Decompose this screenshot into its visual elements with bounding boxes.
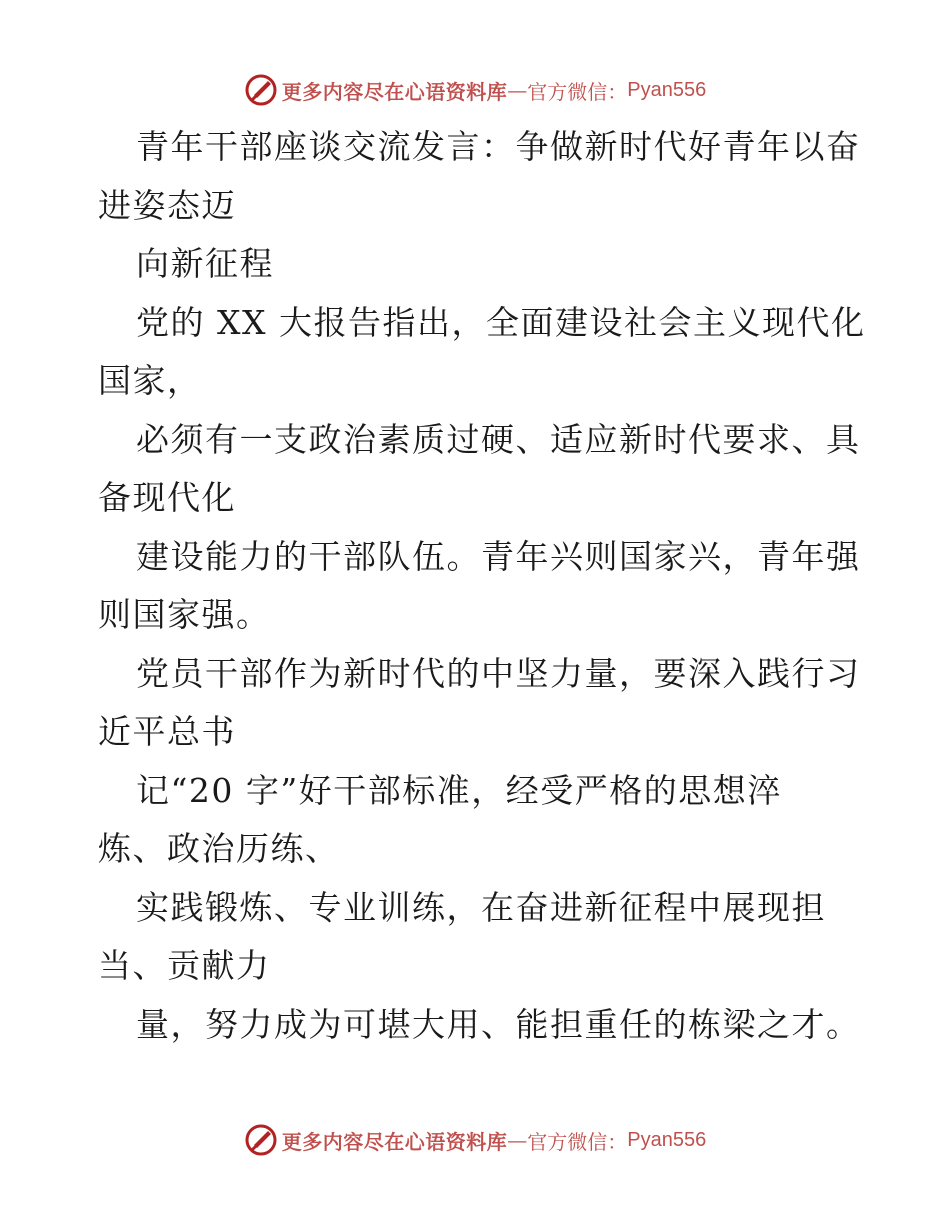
title-line-2: 进姿态迈 <box>98 185 236 225</box>
banner-separator: — <box>507 78 528 102</box>
document-body <box>98 118 866 1054</box>
title-line-3: 向新征程 <box>136 244 274 283</box>
paragraph-line: 党员干部作为新时代的中坚力量，要深入践行习 <box>136 653 861 693</box>
paragraph-line: 则国家强。 <box>98 595 271 634</box>
paragraph-line: 记“20 字”好干部标准，经受严格的思想淬 <box>136 770 782 810</box>
banner-main-text: 更多内容尽在心语资料库 <box>281 79 508 104</box>
footer-watermark <box>0 1120 950 1160</box>
logo-icon <box>244 73 278 107</box>
paragraph-line: 必须有一支政治素质过硬、适应新时代要求、具 <box>136 419 861 459</box>
paragraph-line: 党的 XX 大报告指出，全面建设社会主义现代化 <box>136 302 866 342</box>
banner-wechat-id: Pyan556 <box>627 78 707 101</box>
banner-wechat-label: 官方微信： <box>527 79 628 104</box>
title-line-1: 青年干部座谈交流发言：争做新时代好青年以奋 <box>136 127 861 166</box>
paragraph-line: 建设能力的干部队伍。青年兴则国家兴，青年强 <box>136 536 861 576</box>
paragraph-line: 国家， <box>98 361 202 400</box>
paragraph-line: 近平总书 <box>98 712 236 751</box>
banner-main-text: 更多内容尽在心语资料库 <box>281 1129 508 1154</box>
logo-icon <box>244 1123 278 1157</box>
banner-wechat-label: 官方微信： <box>527 1129 628 1154</box>
banner-wechat-id: Pyan556 <box>627 1128 707 1151</box>
paragraph-line: 量，努力成为可堪大用、能担重任的栋梁之才。 <box>136 1004 861 1044</box>
paragraph-line: 备现代化 <box>98 478 236 517</box>
paragraph-line: 炼、政治历练、 <box>98 829 340 868</box>
paragraph-line: 实践锻炼、专业训练，在奋进新征程中展现担 <box>136 887 826 927</box>
header-watermark <box>0 70 950 110</box>
paragraph-line: 当、贡献力 <box>98 946 271 985</box>
banner-separator: — <box>507 1128 528 1152</box>
